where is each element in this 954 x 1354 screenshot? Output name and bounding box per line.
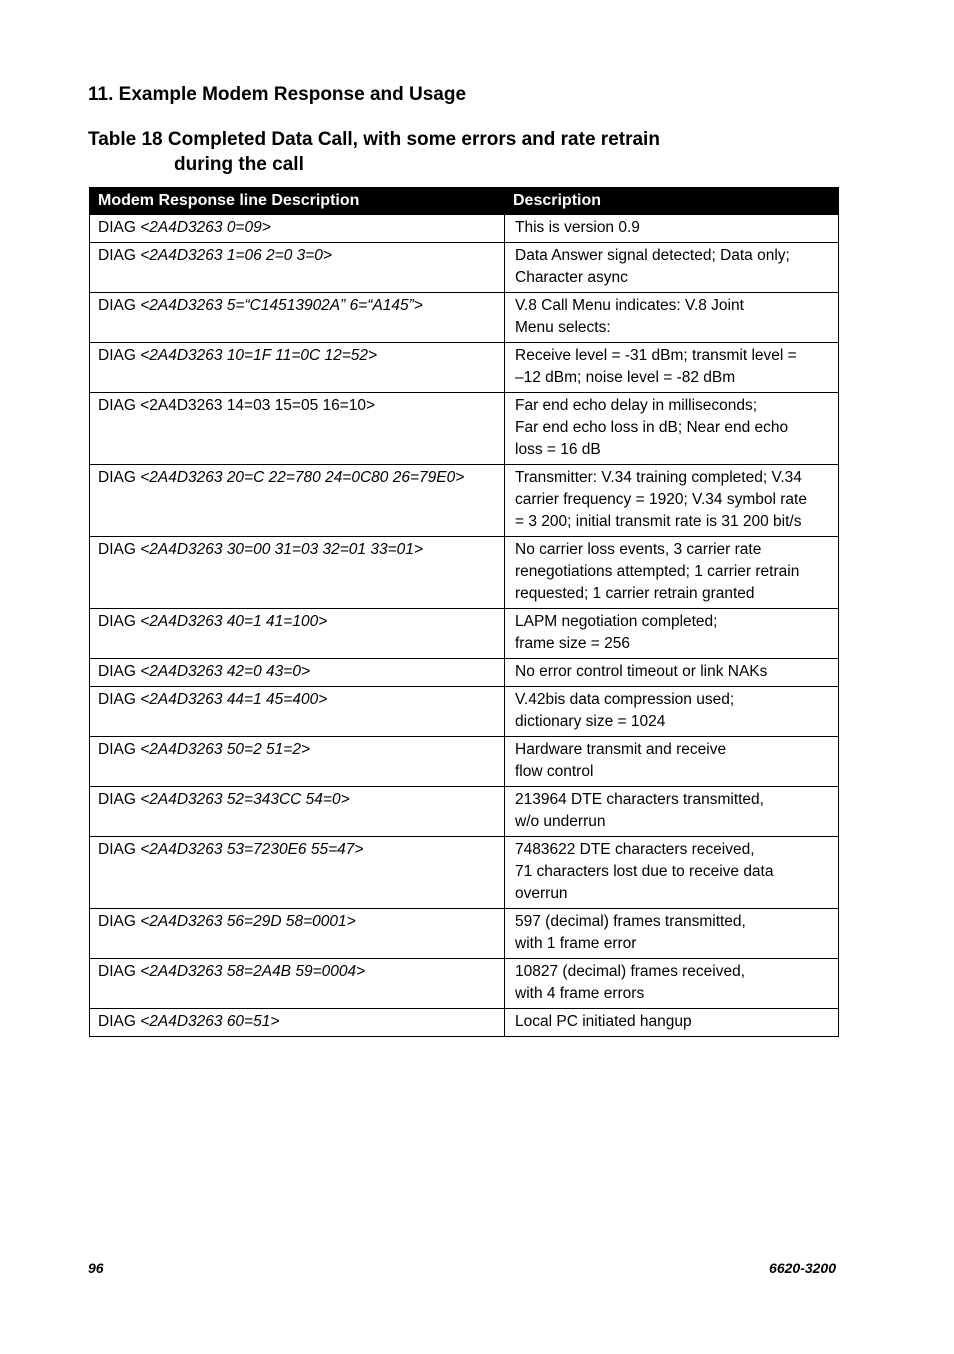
description-cell: V.8 Call Menu indicates: V.8 Joint Menu selects:	[505, 293, 839, 343]
description-cell: 7483622 DTE characters received, 71 characters lost due to receive data overrun	[505, 837, 839, 909]
response-cell	[90, 787, 505, 837]
description-cell: 10827 (decimal) frames received, with 4 frame errors	[505, 959, 839, 1009]
table-row	[90, 215, 839, 243]
response-cell	[90, 537, 505, 609]
response-cell	[90, 465, 505, 537]
description-cell: 597 (decimal) frames transmitted, with 1 frame error	[505, 909, 839, 959]
table-row	[90, 343, 839, 393]
table-row	[90, 465, 839, 537]
table-row	[90, 687, 839, 737]
diag-code: <2A4D3263 14=03 15=05 16=10>	[140, 397, 376, 414]
description-cell: Transmitter: V.34 training completed; V.34 carrier frequency = 1920; V.34 symbol rate = 3 200; initial transmit rate is 31 200 bit/s	[505, 465, 839, 537]
diag-code: <2A4D3263 10=1F 11=0C 12=52>	[140, 347, 378, 364]
table-row	[90, 537, 839, 609]
diag-code: <2A4D3263 42=0 43=0>	[140, 663, 310, 680]
table-caption-line1: Table 18 Completed Data Call, with some errors and rate retrain	[88, 129, 660, 150]
table-row	[90, 909, 839, 959]
diag-code: <2A4D3263 53=7230E6 55=47>	[140, 841, 364, 858]
header-description: Description	[505, 188, 839, 215]
response-cell	[90, 909, 505, 959]
diag-code: <2A4D3263 60=51>	[140, 1013, 280, 1030]
table-caption-line2: during the call	[174, 154, 304, 175]
diag-prefix: DIAG	[98, 691, 141, 708]
diag-prefix: DIAG	[98, 963, 141, 980]
diag-code: <2A4D3263 30=00 31=03 32=01 33=01>	[140, 541, 423, 558]
table-row	[90, 837, 839, 909]
diag-code: <2A4D3263 56=29D 58=0001>	[140, 913, 356, 930]
description-cell: No error control timeout or link NAKs	[505, 659, 839, 687]
diag-prefix: DIAG	[98, 841, 141, 858]
diag-prefix: DIAG	[98, 347, 141, 364]
diag-prefix: DIAG	[98, 1013, 141, 1030]
response-cell	[90, 687, 505, 737]
diag-prefix: DIAG	[98, 397, 141, 414]
response-cell	[90, 959, 505, 1009]
header-response: Modem Response line Description	[90, 188, 505, 215]
table-body	[90, 215, 839, 1037]
diag-table	[89, 187, 839, 1037]
description-cell: Far end echo delay in milliseconds; Far end echo loss in dB; Near end echo loss = 16 dB	[505, 393, 839, 465]
response-cell	[90, 837, 505, 909]
response-cell	[90, 1009, 505, 1037]
response-cell	[90, 659, 505, 687]
description-cell: No carrier loss events, 3 carrier rate renegotiations attempted; 1 carrier retrain requested; 1 carrier retrain granted	[505, 537, 839, 609]
diag-prefix: DIAG	[98, 663, 141, 680]
table-row	[90, 787, 839, 837]
diag-code: <2A4D3263 0=09>	[140, 219, 271, 236]
diag-code: <2A4D3263 44=1 45=400>	[140, 691, 328, 708]
diag-code: <2A4D3263 58=2A4B 59=0004>	[140, 963, 366, 980]
table-row	[90, 959, 839, 1009]
response-cell	[90, 609, 505, 659]
description-cell: Local PC initiated hangup	[505, 1009, 839, 1037]
diag-prefix: DIAG	[98, 541, 141, 558]
diag-code: <2A4D3263 5=“C14513902A” 6=“A145”>	[140, 297, 423, 314]
response-cell	[90, 393, 505, 465]
description-cell: 213964 DTE characters transmitted, w/o underrun	[505, 787, 839, 837]
table-row	[90, 1009, 839, 1037]
diag-code: <2A4D3263 1=06 2=0 3=0>	[140, 247, 332, 264]
table-row	[90, 293, 839, 343]
response-cell	[90, 293, 505, 343]
table-row	[90, 609, 839, 659]
table-row	[90, 393, 839, 465]
description-cell: This is version 0.9	[505, 215, 839, 243]
diag-prefix: DIAG	[98, 791, 141, 808]
description-cell: Receive level = -31 dBm; transmit level = –12 dBm; noise level = -82 dBm	[505, 343, 839, 393]
diag-code: <2A4D3263 52=343CC 54=0>	[140, 791, 350, 808]
page-number: 96	[88, 1260, 104, 1276]
document-number: 6620-3200	[769, 1260, 836, 1276]
table-row	[90, 243, 839, 293]
description-cell: Hardware transmit and receive flow control	[505, 737, 839, 787]
section-title: 11. Example Modem Response and Usage	[88, 84, 467, 105]
description-cell: Data Answer signal detected; Data only; Character async	[505, 243, 839, 293]
response-cell	[90, 343, 505, 393]
table-row	[90, 659, 839, 687]
table-header-row	[90, 188, 839, 215]
table-caption	[88, 127, 660, 177]
response-cell	[90, 737, 505, 787]
diag-prefix: DIAG	[98, 247, 141, 264]
response-cell	[90, 243, 505, 293]
table-row	[90, 737, 839, 787]
diag-prefix: DIAG	[98, 741, 141, 758]
diag-prefix: DIAG	[98, 469, 141, 486]
description-cell: V.42bis data compression used; dictionary size = 1024	[505, 687, 839, 737]
diag-code: <2A4D3263 20=C 22=780 24=0C80 26=79E0>	[140, 469, 465, 486]
response-cell	[90, 215, 505, 243]
diag-prefix: DIAG	[98, 913, 141, 930]
diag-prefix: DIAG	[98, 297, 141, 314]
diag-code: <2A4D3263 50=2 51=2>	[140, 741, 310, 758]
diag-code: <2A4D3263 40=1 41=100>	[140, 613, 328, 630]
description-cell: LAPM negotiation completed; frame size = 256	[505, 609, 839, 659]
diag-prefix: DIAG	[98, 613, 141, 630]
diag-prefix: DIAG	[98, 219, 141, 236]
